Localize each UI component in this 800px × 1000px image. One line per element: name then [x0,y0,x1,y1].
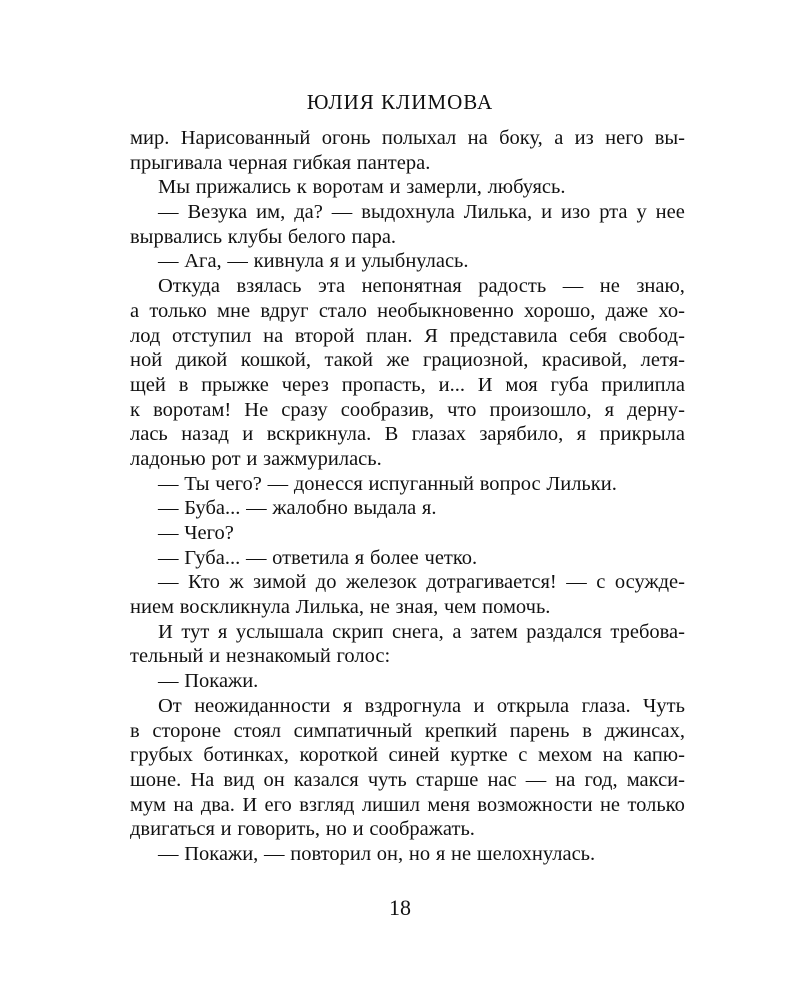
text-line: к воротам! Не сразу сообразив, что произошло, я дерну- [130,398,685,421]
text-line: а только мне вдруг стало необыкновенно хорошо, даже хо- [130,299,685,322]
text-line: Мы прижались к воротам и замерли, любуясь. [158,176,566,199]
text-line: От неожиданности я вздрогнула и открыла глаза. Чуть [158,694,685,717]
text-line: мум на два. И его взгляд лишил меня возможности не только [130,793,685,816]
body-text [130,126,685,867]
text-line: — Буба... — жалобно выдала я. [158,497,437,520]
text-line: — Губа... — ответила я более четко. [158,546,478,569]
text-line: прыгивала черная гибкая пантера. [130,151,431,174]
page-number: 18 [389,895,411,920]
text-line: шоне. На вид он казался чуть старше нас — на год, макси- [130,768,685,791]
running-head: ЮЛИЯ КЛИМОВА [306,90,494,114]
text-line: в стороне стоял симпатичный крепкий парень в джинсах, [130,719,685,742]
text-line: тельный и незнакомый голос: [130,645,391,668]
text-line: — Ага, — кивнула я и улыбнулась. [158,250,469,273]
text-line: двигаться и говорить, но и соображать. [130,818,475,841]
text-line: — Везука им, да? — выдохнула Лилька, и изо рта у нее [158,201,685,224]
text-line: — Покажи, — повторил он, но я не шелохнулась. [158,842,596,865]
text-line: нием воскликнула Лилька, не зная, чем помочь. [130,596,551,619]
text-line: — Чего? [158,522,234,544]
text-line: ладонью рот и зажмурилась. [130,447,382,470]
text-line: вырвались клубы белого пара. [130,225,397,248]
text-line: лод отступил на второй план. Я представила себя свобод- [130,324,685,347]
text-line: — Кто ж зимой до железок дотрагивается! — с осужде- [158,571,685,594]
text-line: — Ты чего? — донесся испуганный вопрос Лильки. [158,472,617,495]
text-line: ной дикой кошкой, такой же грациозной, красивой, летя- [130,349,685,372]
text-line: грубых ботинках, короткой синей куртке с мехом на капю- [130,744,685,767]
text-line: мир. Нарисованный огонь полыхал на боку, а из него вы- [130,127,685,149]
text-line: щей в прыжке через пропасть, и... И моя губа прилипла [130,373,685,396]
text-line: И тут я услышала скрип снега, а затем раздался требова- [158,620,685,643]
text-line: — Покажи. [158,670,259,693]
text-line: лась назад и вскрикнула. В глазах зарябило, я прикрыла [130,423,685,446]
text-line: Откуда взялась эта непонятная радость — не знаю, [158,275,685,298]
